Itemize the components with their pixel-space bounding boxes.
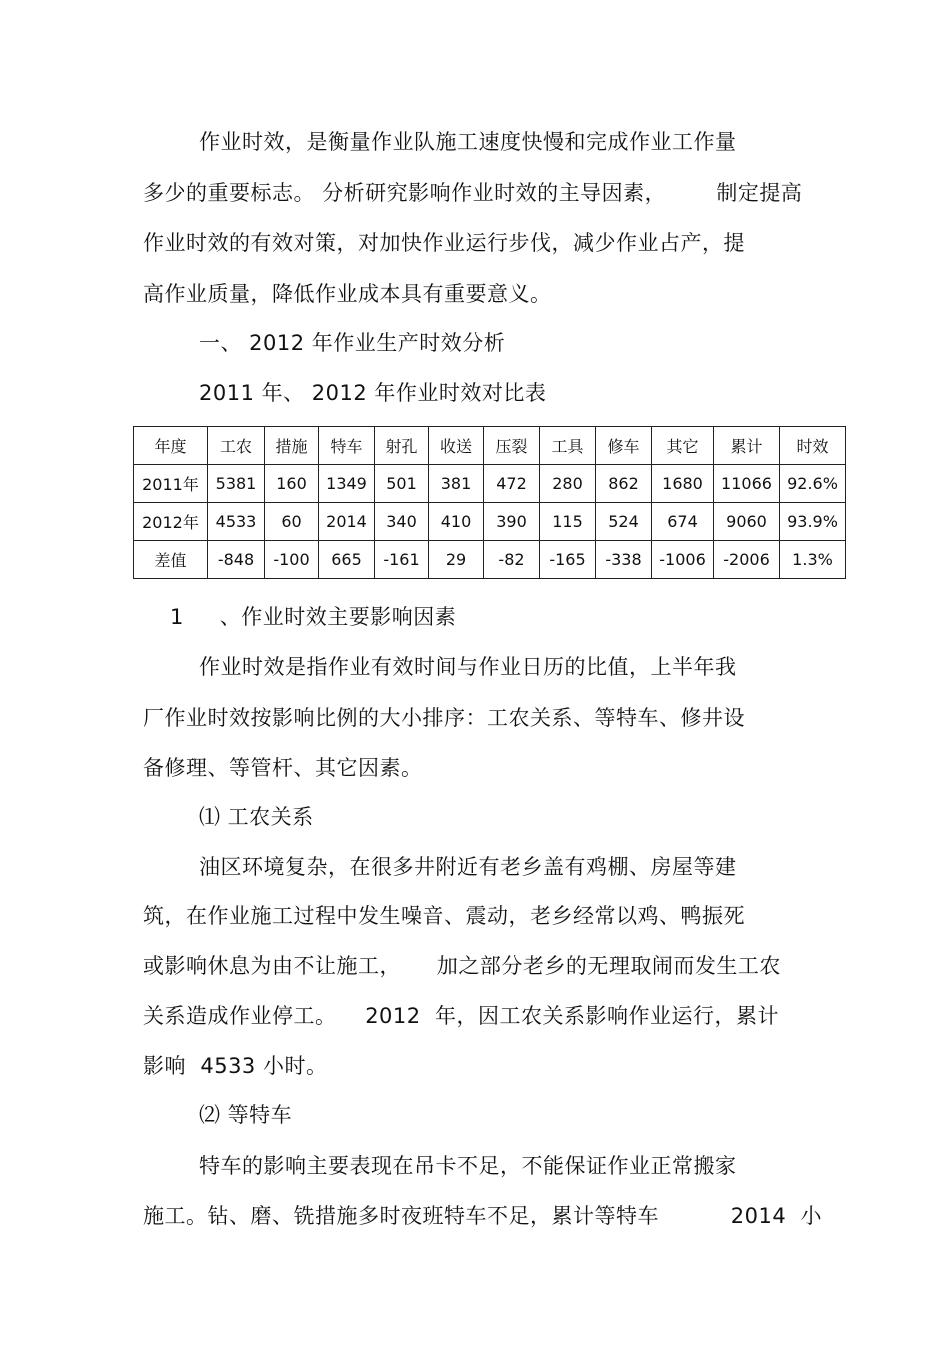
header-cell: 措施 [265,427,319,465]
table-title: 2011 年、 2012 年作业时效对比表 [199,381,547,405]
item-heading: ⑵ 等特车 [199,1103,293,1127]
table-cell: 674 [652,503,714,541]
table-cell: 524 [596,503,652,541]
table-cell: -82 [484,541,540,579]
table-cell: 160 [265,465,319,503]
paragraph-line: 作业时效的有效对策，对加快作业运行步伐，减少作业占产，提 [143,231,745,255]
table-cell: 115 [540,503,596,541]
header-cell: 特车 [319,427,375,465]
table-cell: 9060 [714,503,780,541]
paragraph-line: 筑，在作业施工过程中发生噪音、震动，老乡经常以鸡、鸭振死 [143,904,745,928]
table-cell: 11066 [714,465,780,503]
table-cell: 2014 [319,503,375,541]
header-cell: 收送 [429,427,484,465]
table-cell: 2012年 [134,503,208,541]
item-heading: ⑴ 工农关系 [199,805,314,829]
table-cell: 1.3% [780,541,846,579]
paragraph-line: 施工。钻、磨、铣措施多时夜班特车不足，累计等特车 2014 小 [143,1204,823,1228]
table-cell: -1006 [652,541,714,579]
table-row [134,541,846,579]
table-cell: 60 [265,503,319,541]
table-cell: 410 [429,503,484,541]
section-heading: 一、 2012 年作业生产时效分析 [199,331,506,355]
table-cell: 2011年 [134,465,208,503]
table-cell: 862 [596,465,652,503]
header-cell: 射孔 [375,427,429,465]
subsection-heading: 1 、作业时效主要影响因素 [170,605,457,629]
table-cell: 差值 [134,541,208,579]
table-cell: 92.6% [780,465,846,503]
paragraph-line: 影响 4533 小时。 [143,1054,328,1078]
table-cell: 29 [429,541,484,579]
header-cell: 压裂 [484,427,540,465]
table-cell: -161 [375,541,429,579]
header-cell: 修车 [596,427,652,465]
paragraph-line: 作业时效是指作业有效时间与作业日历的比值，上半年我 [199,655,737,679]
paragraph-line: 关系造成作业停工。 2012 年，因工农关系影响作业运行，累计 [143,1004,779,1028]
header-cell: 时效 [780,427,846,465]
table-cell: 1680 [652,465,714,503]
table-cell: 381 [429,465,484,503]
table-row [134,503,846,541]
table-cell: -100 [265,541,319,579]
paragraph-line: 高作业质量，降低作业成本具有重要意义。 [143,282,552,306]
table-cell: 280 [540,465,596,503]
paragraph-line: 特车的影响主要表现在吊卡不足，不能保证作业正常搬家 [199,1154,737,1178]
table-row [134,465,846,503]
table-cell: 501 [375,465,429,503]
header-cell: 工农 [208,427,265,465]
header-cell: 工具 [540,427,596,465]
table-cell: 472 [484,465,540,503]
header-cell: 年度 [134,427,208,465]
table-cell: 93.9% [780,503,846,541]
table-cell: 1349 [319,465,375,503]
table-cell: -2006 [714,541,780,579]
comparison-table [133,426,846,579]
header-cell: 累计 [714,427,780,465]
paragraph-line: 备修理、等管杆、其它因素。 [143,756,423,780]
table-header-row [134,427,846,465]
table-cell: 340 [375,503,429,541]
paragraph-line: 油区环境复杂，在很多井附近有老乡盖有鸡棚、房屋等建 [199,855,737,879]
paragraph-line: 多少的重要标志。 分析研究影响作业时效的主导因素， 制定提高 [143,181,803,205]
paragraph-line: 厂作业时效按影响比例的大小排序：工农关系、等特车、修井设 [143,706,745,730]
table-cell: 5381 [208,465,265,503]
table-cell: 665 [319,541,375,579]
paragraph-line: 或影响休息为由不让施工， 加之部分老乡的无理取闹而发生工农 [143,954,781,978]
table-cell: -338 [596,541,652,579]
table-cell: -848 [208,541,265,579]
table-cell: 4533 [208,503,265,541]
table-cell: 390 [484,503,540,541]
table-cell: -165 [540,541,596,579]
header-cell: 其它 [652,427,714,465]
paragraph-line: 作业时效，是衡量作业队施工速度快慢和完成作业工作量 [199,130,737,154]
